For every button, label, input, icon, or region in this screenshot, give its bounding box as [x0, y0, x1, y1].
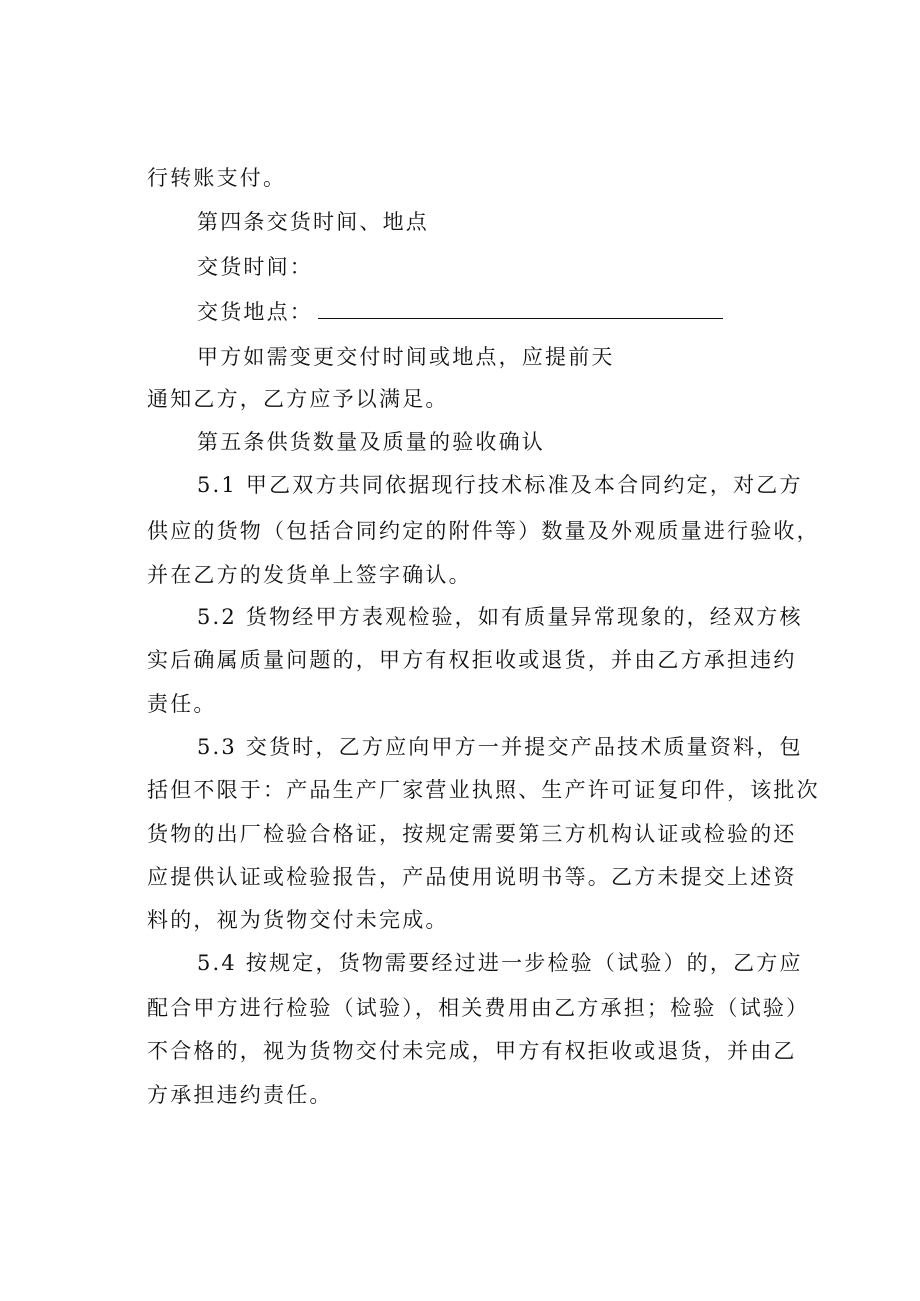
clause-5-3-line: 5.3 交货时，乙方应向甲方一并提交产品技术质量资料，包 — [197, 735, 803, 759]
clause-5-4-line: 5.4 按规定，货物需要经过进一步检验（试验）的，乙方应 — [197, 951, 803, 975]
clause-5-4-line: 方承担违约责任。 — [147, 1083, 333, 1107]
clause-5-3-line: 料的，视为货物交付未完成。 — [147, 908, 449, 932]
delivery-place-blank — [318, 318, 723, 319]
clause-5-1-line: 5.1 甲乙双方共同依据现行技术标准及本合同约定，对乙方 — [197, 473, 803, 497]
delivery-time-label: 交货时间： — [197, 255, 313, 279]
clause-5-4-line: 不合格的，视为货物交付未完成，甲方有权拒收或退货，并由乙 — [147, 1039, 797, 1063]
text-line: 行转账支付。 — [147, 166, 287, 190]
clause-5-2-line: 责任。 — [147, 692, 217, 716]
clause-5-4-line: 配合甲方进行检验（试验），相关费用由乙方承担；检验（试验） — [147, 996, 810, 1020]
clause-5-2-line: 实后确属质量问题的，甲方有权拒收或退货，并由乙方承担违约 — [147, 648, 797, 672]
section-heading: 第五条供货数量及质量的验收确认 — [197, 430, 545, 454]
clause-5-3-line: 括但不限于：产品生产厂家营业执照、生产许可证复印件，该批次 — [147, 778, 820, 802]
clause-5-3-line: 货物的出厂检验合格证，按规定需要第三方机构认证或检验的还 — [147, 822, 797, 846]
section-heading: 第四条交货时间、地点 — [197, 210, 429, 234]
clause-5-3-line: 应提供认证或检验报告，产品使用说明书等。乙方未提交上述资 — [147, 865, 797, 889]
clause-5-2-line: 5.2 货物经甲方表观检验，如有质量异常现象的，经双方核 — [197, 605, 803, 629]
clause-5-1-line: 并在乙方的发货单上签字确认。 — [147, 563, 472, 587]
delivery-place-label: 交货地点： — [197, 300, 313, 324]
clause-5-1-line: 供应的货物（包括合同约定的附件等）数量及外观质量进行验收， — [147, 519, 820, 543]
text-line: 甲方如需变更交付时间或地点，应提前天 — [197, 345, 615, 369]
text-line: 通知乙方，乙方应予以满足。 — [147, 387, 449, 411]
